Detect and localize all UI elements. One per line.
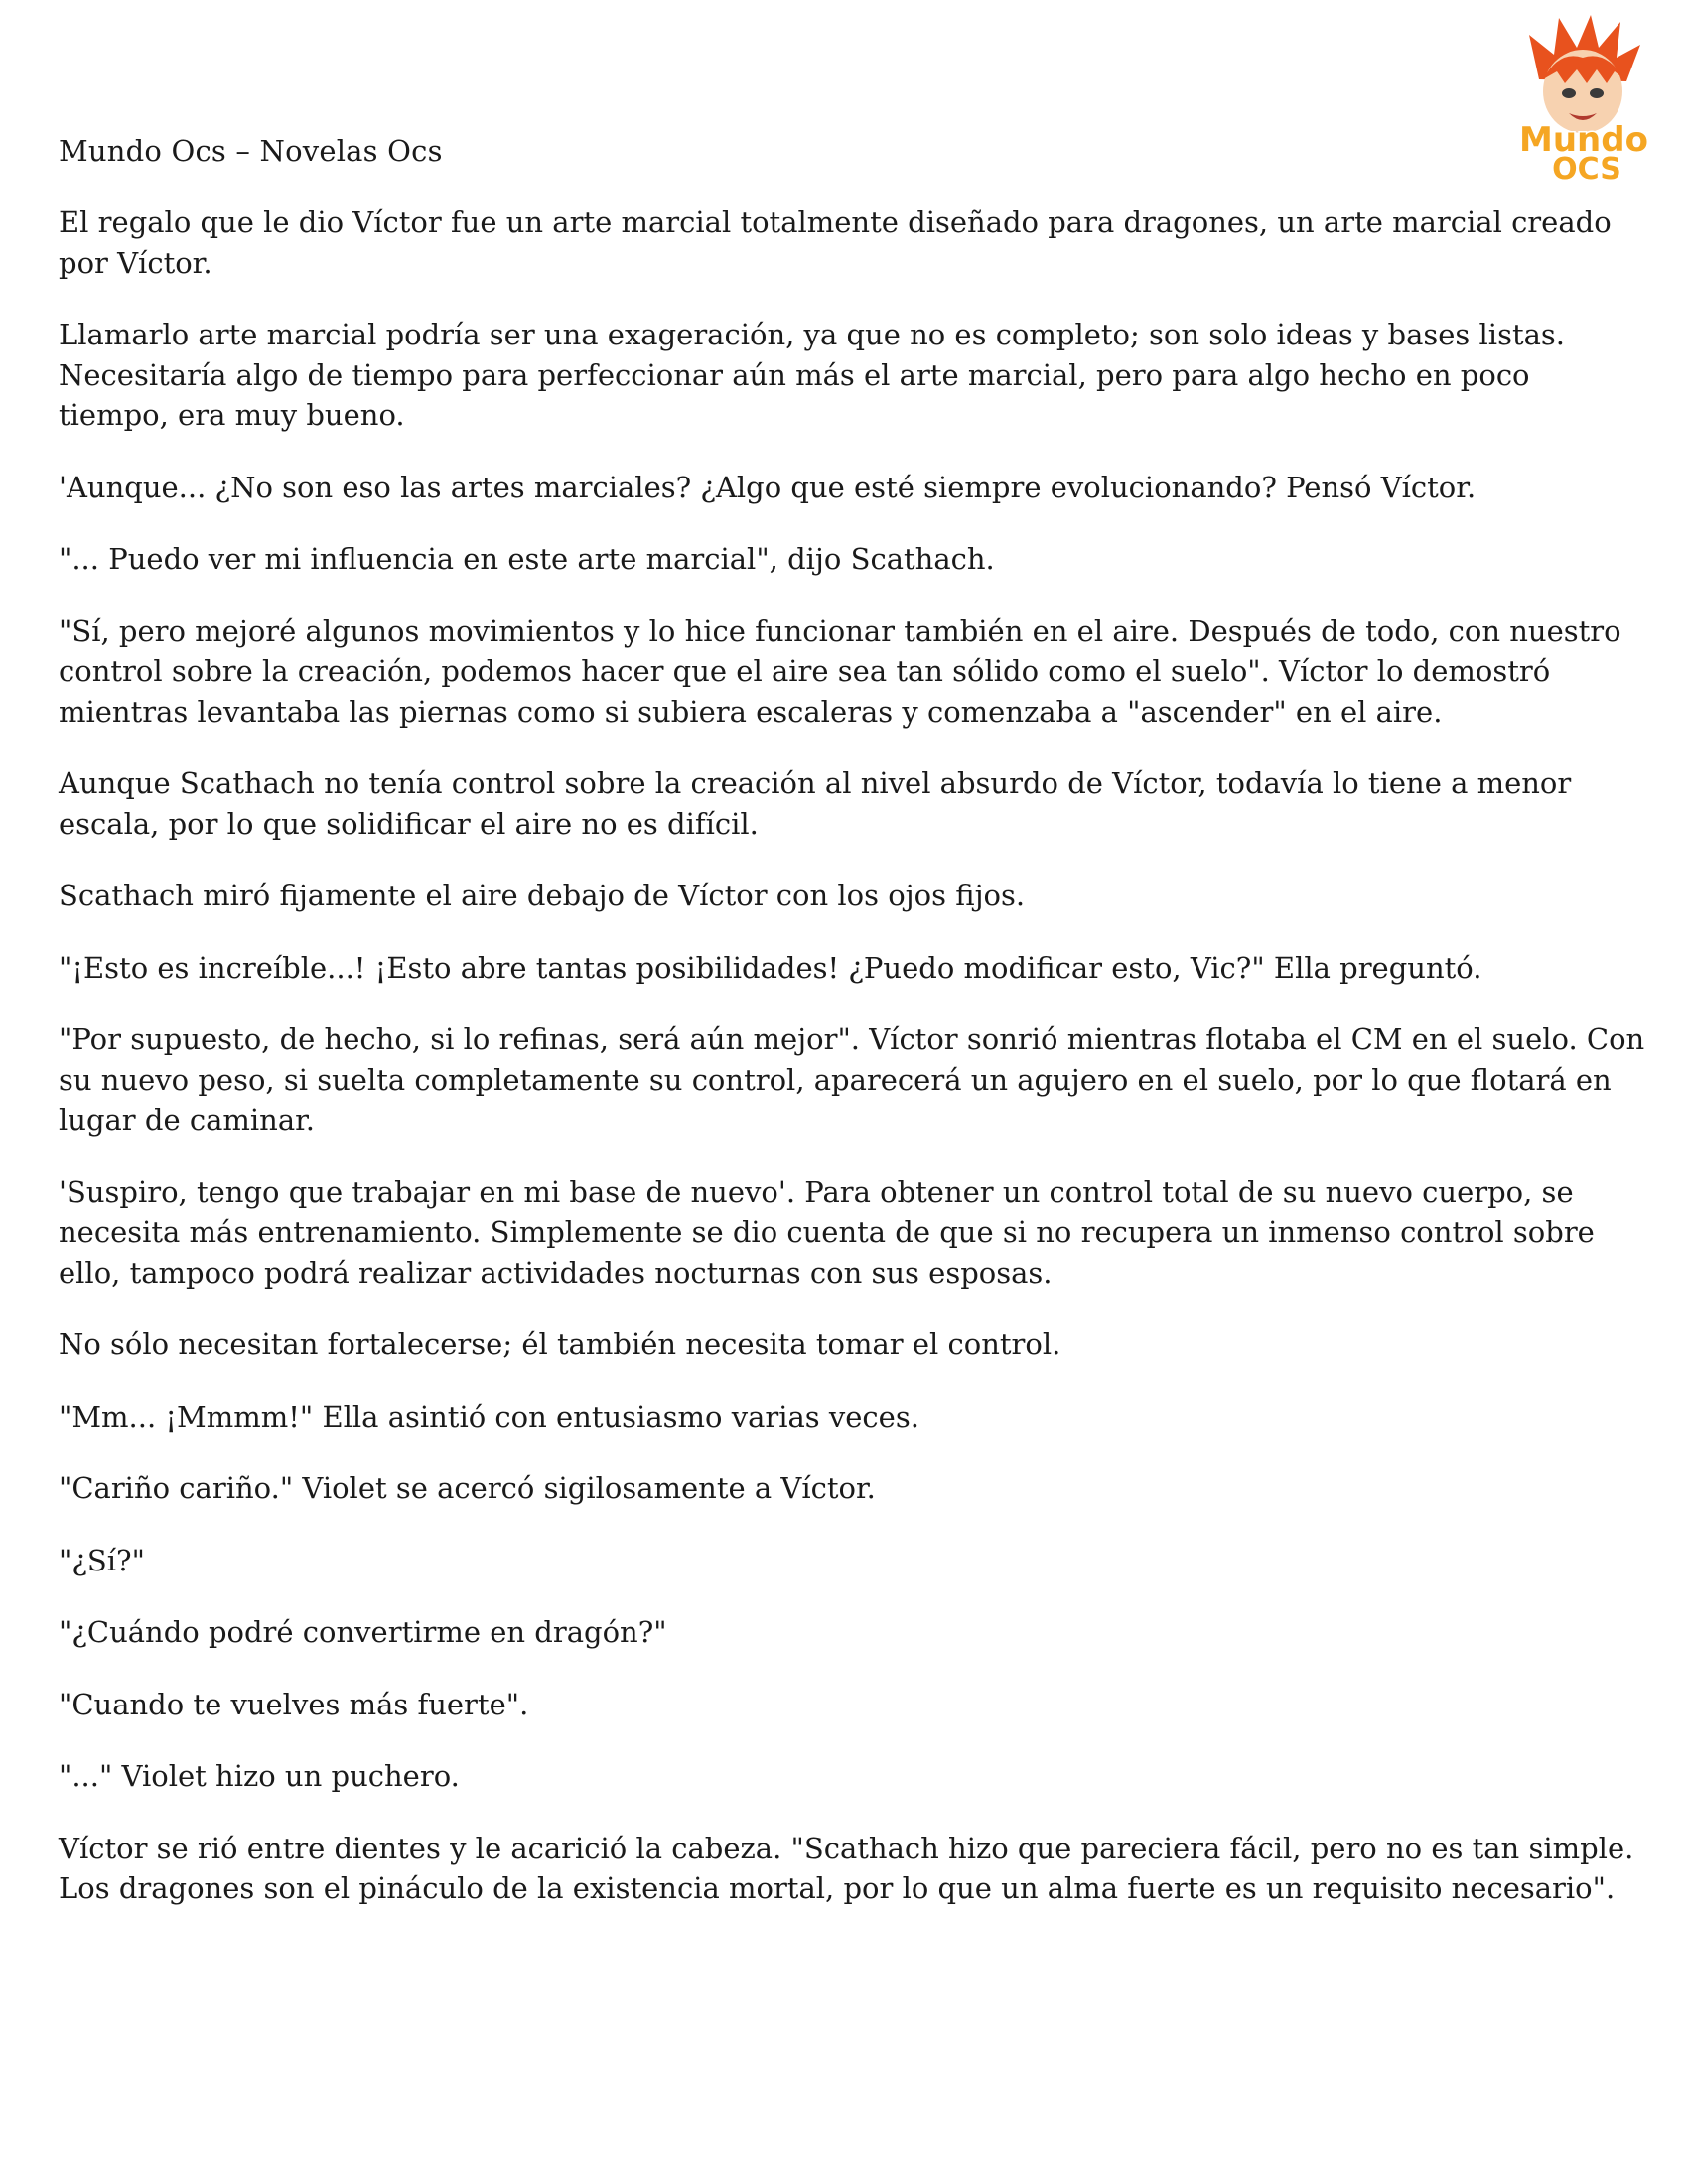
mundo-ocs-logo bbox=[1499, 10, 1668, 184]
paragraph: El regalo que le dio Víctor fue un arte marcial totalmente diseñado para dragones, un arte marcial creado por Víctor. bbox=[59, 205, 1612, 280]
paragraph: "... Puedo ver mi influencia en este arte marcial", dijo Scathach. bbox=[59, 542, 995, 576]
paragraph: No sólo necesitan fortalecerse; él también necesita tomar el control. bbox=[59, 1327, 1061, 1361]
paragraph: Aunque Scathach no tenía control sobre la creación al nivel absurdo de Víctor, todavía lo tiene a menor escala, por lo que solidificar el aire no es difícil. bbox=[59, 766, 1572, 841]
paragraph: Scathach miró fijamente el aire debajo de Víctor con los ojos fijos. bbox=[59, 879, 1026, 912]
paragraph: Víctor se rió entre dientes y le acarició la cabeza. "Scathach hizo que pareciera fácil, pero no es tan simple. Los dragones son el pináculo de la existencia mortal, por lo que un alma fuerte es un requisito necesario". bbox=[59, 1831, 1634, 1905]
paragraph: Llamarlo arte marcial podría ser una exageración, ya que no es completo; son solo ideas y bases listas. Necesitaría algo de tiempo para perfeccionar aún más el arte marcial, pero para algo hecho en poco tiempo, era muy bueno. bbox=[59, 318, 1565, 432]
paragraph: "¡Esto es increíble...! ¡Esto abre tantas posibilidades! ¿Puedo modificar esto, Vic?" Ella preguntó. bbox=[59, 950, 1482, 985]
page-header: Mundo Ocs – Novelas Ocs bbox=[59, 134, 443, 168]
paragraph: "Mm... ¡Mmmm!" Ella asintió con entusiasmo varias veces. bbox=[59, 1399, 919, 1433]
paragraph: 'Suspiro, tengo que trabajar en mi base de nuevo'. Para obtener un control total de su nuevo cuerpo, se necesita más entrenamiento. Simplemente se dio cuenta de que si no recupera un inmenso control sobre ello, tampoco podrá realizar actividades nocturnas con sus esposas. bbox=[59, 1174, 1595, 1290]
document-body bbox=[59, 203, 1647, 1941]
paragraph: "¿Cuándo podré convertirme en dragón?" bbox=[59, 1615, 667, 1649]
paragraph: "Cuando te vuelves más fuerte". bbox=[59, 1687, 529, 1721]
logo-text-line1: Mundo bbox=[1519, 120, 1648, 160]
paragraph: "Cariño cariño." Violet se acercó sigilosamente a Víctor. bbox=[59, 1471, 876, 1505]
paragraph: "..." Violet hizo un puchero. bbox=[59, 1759, 460, 1793]
logo-text-line2: OCS bbox=[1552, 152, 1621, 184]
paragraph: "Sí, pero mejoré algunos movimientos y lo hice funcionar también en el aire. Después de todo, con nuestro control sobre la creación, podemos hacer que el aire sea tan sólido como el suelo". Víctor lo demostró mientras levantaba las piernas como si subiera escaleras y comenzaba a "ascender" en el aire. bbox=[59, 614, 1621, 729]
paragraph: 'Aunque... ¿No son eso las artes marciales? ¿Algo que esté siempre evolucionando? Pensó Víctor. bbox=[59, 470, 1477, 504]
paragraph: "Por supuesto, de hecho, si lo refinas, será aún mejor". Víctor sonrió mientras flotaba el CM en el suelo. Con su nuevo peso, si suelta completamente su control, aparecerá un agujero en el suelo, por lo que flotará en lugar de caminar. bbox=[59, 1023, 1645, 1137]
paragraph: "¿Sí?" bbox=[59, 1543, 145, 1577]
